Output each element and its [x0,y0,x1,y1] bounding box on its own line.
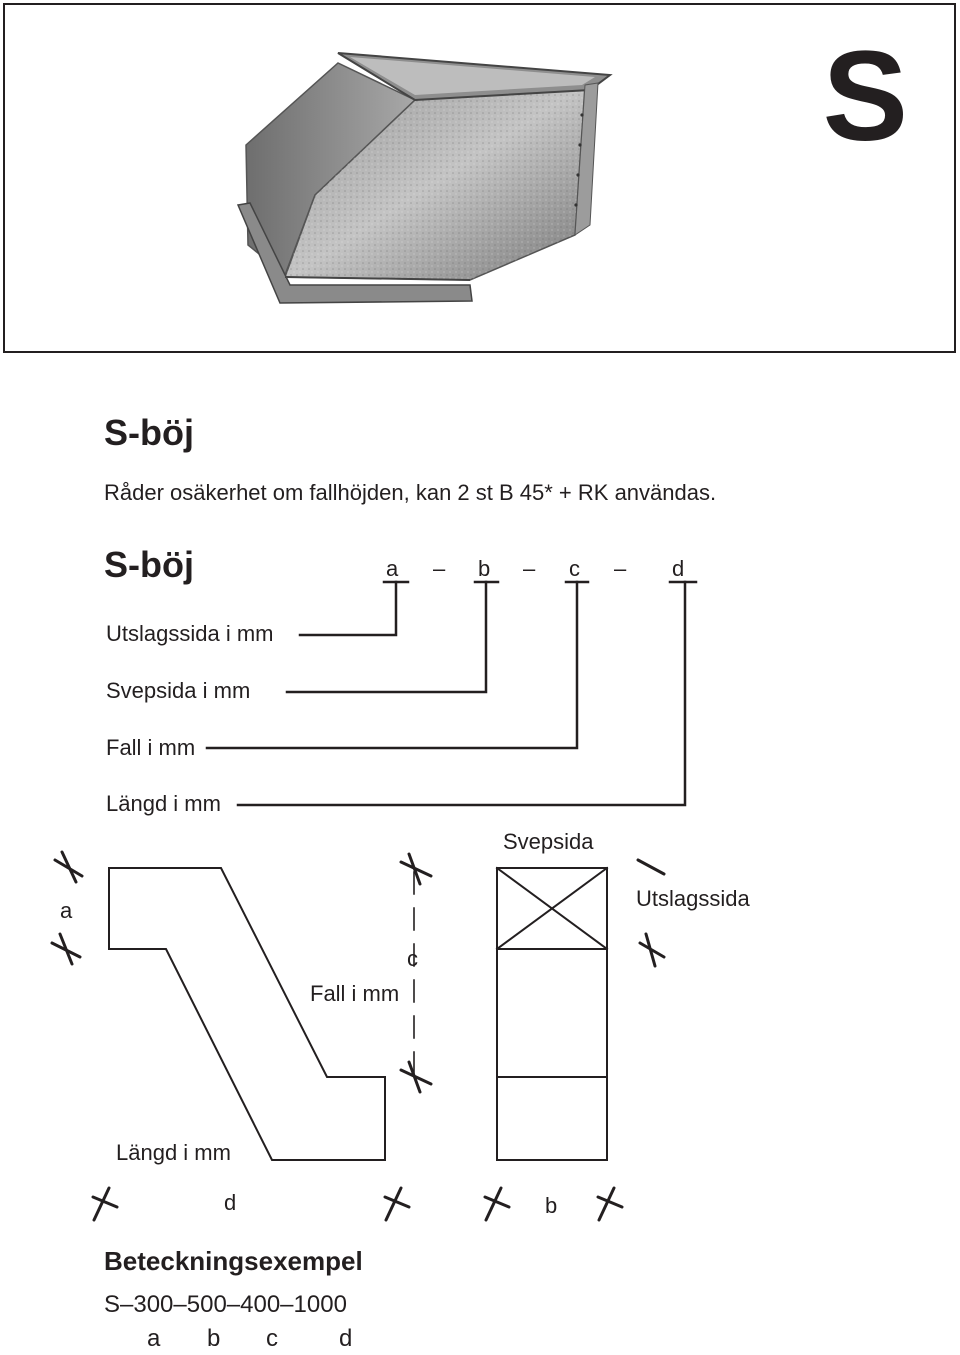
page-title: S-böj [104,412,194,453]
code-dash-2: – [523,556,536,581]
s-bend-outline [109,868,385,1160]
example-title: Beteckningsexempel [104,1246,363,1276]
code-letter-d: d [672,556,685,581]
code-dash-1: – [433,556,446,581]
leader-c [207,582,577,748]
label-svepsida: Svepsida i mm [106,678,251,703]
label-langd: Längd i mm [106,791,221,816]
code-title: S-böj [104,544,194,585]
leader-d [238,582,685,805]
example-letter-c: c [266,1325,278,1352]
label-utslagssida: Utslagssida i mm [106,621,274,646]
leader-b [287,582,486,692]
leader-a [300,582,396,635]
drawing-label-svepsida: Svepsida [503,829,594,854]
example-letter-a: a [147,1325,161,1352]
section-letter: S [822,25,906,168]
code-letter-b: b [478,556,491,581]
example-code: S–300–500–400–1000 [104,1291,347,1318]
drawing-label-utslagssida: Utslagssida [636,886,750,911]
intro-text: Råder osäkerhet om fallhöjden, kan 2 st B 45* + RK användas. [104,480,717,505]
example-letter-b: b [207,1325,221,1352]
drawing-label-c: c [407,946,418,971]
drawing-label-b: b [545,1193,558,1218]
drawing-label-langd: Längd i mm [116,1140,231,1165]
front-view-box [497,868,607,1160]
drawing-label-d: d [224,1190,237,1215]
drawing-label-a: a [60,898,73,923]
code-letter-c: c [569,556,580,581]
drawing-label-fall: Fall i mm [310,981,400,1006]
example-letter-d: d [339,1325,353,1352]
code-dash-3: – [614,556,627,581]
code-letter-a: a [386,556,399,581]
label-fall: Fall i mm [106,735,196,760]
